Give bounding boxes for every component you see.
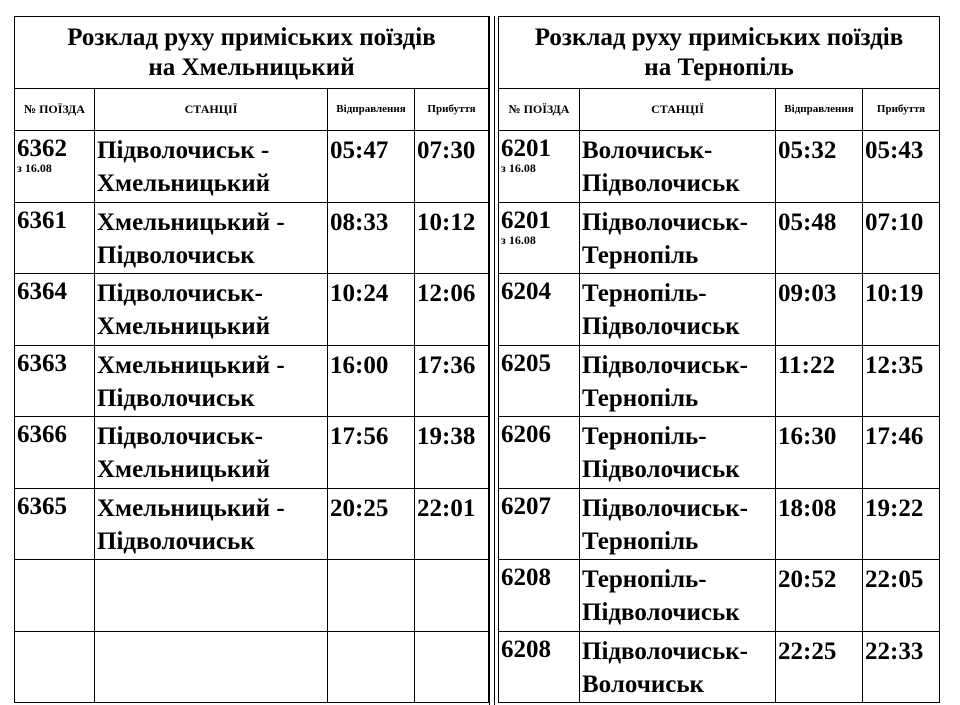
stations-cell bbox=[580, 345, 776, 417]
departure-time: 20:52 bbox=[776, 560, 863, 632]
train-number-cell bbox=[499, 488, 580, 560]
train-number-cell bbox=[15, 274, 95, 346]
station-from: Тернопіль- bbox=[582, 280, 707, 307]
departure-time: 05:48 bbox=[776, 202, 863, 274]
station-from: Підволочиськ- bbox=[582, 208, 748, 236]
station-from: Підволочиськ- bbox=[582, 637, 748, 665]
schedule-table-ternopil bbox=[498, 16, 940, 703]
train-number: 6207 bbox=[501, 492, 551, 520]
header-stations: СТАНЦІЇ bbox=[580, 89, 776, 131]
arrival-time: 19:38 bbox=[415, 417, 489, 489]
arrival-time: 12:06 bbox=[415, 274, 489, 346]
arrival-time: 05:43 bbox=[863, 131, 940, 203]
stations-cell bbox=[580, 488, 776, 560]
table-row bbox=[499, 345, 940, 417]
table-row bbox=[499, 202, 940, 274]
header-departure: Відправлення bbox=[776, 89, 863, 131]
column-divider bbox=[489, 16, 495, 705]
header-train-number: № ПОЇЗДА bbox=[499, 89, 580, 131]
table-row bbox=[15, 417, 489, 489]
train-number-cell bbox=[15, 202, 95, 274]
arrival-time: 19:22 bbox=[863, 488, 940, 560]
arrival-time bbox=[415, 631, 489, 703]
station-to: Хмельницький bbox=[97, 170, 271, 197]
train-number-cell bbox=[15, 345, 95, 417]
table-row bbox=[15, 202, 489, 274]
departure-time bbox=[328, 631, 415, 703]
train-number-cell bbox=[499, 345, 580, 417]
departure-time: 16:00 bbox=[328, 345, 415, 417]
title-line-2: на Тернопіль bbox=[644, 53, 794, 81]
stations-cell bbox=[95, 417, 328, 489]
station-from: Хмельницький - bbox=[97, 494, 285, 522]
station-from: Волочиськ- bbox=[582, 137, 713, 164]
table-row bbox=[499, 274, 940, 346]
train-number: 6364 bbox=[17, 278, 67, 305]
station-to: Тернопіль bbox=[582, 384, 699, 412]
stations-cell bbox=[95, 560, 328, 632]
stations-cell bbox=[95, 345, 328, 417]
table-row bbox=[499, 131, 940, 203]
station-from: Тернопіль- bbox=[582, 423, 707, 450]
station-from: Підволочиськ- bbox=[582, 494, 748, 522]
header-departure: Відправлення bbox=[328, 89, 415, 131]
table-row bbox=[15, 631, 489, 703]
train-number: 6206 bbox=[501, 421, 551, 448]
table-row bbox=[15, 274, 489, 346]
train-number: 6365 bbox=[17, 492, 67, 520]
train-number: 6208 bbox=[501, 564, 551, 591]
train-number: 6363 bbox=[17, 349, 67, 377]
title-line-1: Розклад руху приміських поїздів bbox=[534, 23, 904, 51]
station-to: Підволочиськ bbox=[582, 313, 740, 340]
departure-time bbox=[328, 560, 415, 632]
departure-time: 05:47 bbox=[328, 131, 415, 203]
train-number-cell bbox=[15, 131, 95, 203]
train-number: 6366 bbox=[17, 421, 67, 448]
table-row bbox=[499, 488, 940, 560]
station-to: Хмельницький bbox=[97, 313, 271, 340]
table-row bbox=[499, 631, 940, 703]
train-number-cell bbox=[499, 274, 580, 346]
train-note: з 16.08 bbox=[501, 232, 536, 247]
train-number-cell bbox=[15, 488, 95, 560]
departure-time: 16:30 bbox=[776, 417, 863, 489]
train-note: з 16.08 bbox=[17, 161, 52, 175]
departure-time: 22:25 bbox=[776, 631, 863, 703]
station-to: Підволочиськ bbox=[582, 456, 740, 483]
header-stations: СТАНЦІЇ bbox=[95, 89, 328, 131]
departure-time: 20:25 bbox=[328, 488, 415, 560]
station-from: Підволочиськ- bbox=[582, 351, 748, 379]
arrival-time bbox=[415, 560, 489, 632]
station-to: Хмельницький bbox=[97, 456, 271, 483]
station-from: Тернопіль- bbox=[582, 566, 707, 593]
station-from: Хмельницький - bbox=[97, 208, 285, 236]
station-to: Підволочиськ bbox=[97, 241, 255, 269]
station-from: Підволочиськ - bbox=[97, 137, 270, 164]
title-line-1: Розклад руху приміських поїздів bbox=[67, 23, 436, 51]
header-arrival: Прибуття bbox=[415, 89, 489, 131]
arrival-time: 12:35 bbox=[863, 345, 940, 417]
stations-cell bbox=[580, 131, 776, 203]
title-line-2: на Хмельницький bbox=[148, 53, 355, 81]
departure-time: 11:22 bbox=[776, 345, 863, 417]
departure-time: 08:33 bbox=[328, 202, 415, 274]
station-to: Тернопіль bbox=[582, 527, 699, 555]
train-note: з 16.08 bbox=[501, 161, 536, 175]
train-number: 6201 bbox=[501, 135, 551, 162]
train-number: 6201 bbox=[501, 206, 551, 234]
table-row bbox=[15, 488, 489, 560]
table-row bbox=[15, 131, 489, 203]
arrival-time: 22:01 bbox=[415, 488, 489, 560]
train-number-cell bbox=[15, 631, 95, 703]
table-row bbox=[15, 345, 489, 417]
train-number-cell bbox=[499, 417, 580, 489]
arrival-time: 22:05 bbox=[863, 560, 940, 632]
train-number-cell bbox=[15, 417, 95, 489]
train-number: 6361 bbox=[17, 206, 67, 234]
train-number-cell bbox=[499, 131, 580, 203]
departure-time: 17:56 bbox=[328, 417, 415, 489]
train-number-cell bbox=[499, 631, 580, 703]
table-row bbox=[499, 560, 940, 632]
table-title bbox=[499, 17, 940, 89]
train-number-cell bbox=[15, 560, 95, 632]
train-number-cell bbox=[499, 560, 580, 632]
station-to: Тернопіль bbox=[582, 241, 699, 269]
departure-time: 18:08 bbox=[776, 488, 863, 560]
station-to: Волочиськ bbox=[582, 670, 704, 698]
train-number: 6205 bbox=[501, 349, 551, 377]
header-arrival: Прибуття bbox=[863, 89, 940, 131]
stations-cell bbox=[580, 274, 776, 346]
train-number: 6362 bbox=[17, 135, 67, 162]
arrival-time: 17:46 bbox=[863, 417, 940, 489]
table-row bbox=[499, 417, 940, 489]
station-to: Підволочиськ bbox=[97, 527, 255, 555]
train-number: 6208 bbox=[501, 635, 551, 663]
stations-cell bbox=[580, 202, 776, 274]
stations-cell bbox=[580, 631, 776, 703]
departure-time: 09:03 bbox=[776, 274, 863, 346]
stations-cell bbox=[95, 631, 328, 703]
arrival-time: 07:10 bbox=[863, 202, 940, 274]
arrival-time: 10:12 bbox=[415, 202, 489, 274]
departure-time: 05:32 bbox=[776, 131, 863, 203]
station-to: Підволочиськ bbox=[582, 599, 740, 626]
stations-cell bbox=[95, 131, 328, 203]
schedule-table-khmelnytskyi bbox=[14, 16, 489, 703]
stations-cell bbox=[580, 560, 776, 632]
stations-cell bbox=[95, 274, 328, 346]
station-to: Підволочиськ bbox=[582, 170, 740, 197]
header-train-number: № ПОЇЗДА bbox=[15, 89, 95, 131]
train-number: 6204 bbox=[501, 278, 551, 305]
arrival-time: 07:30 bbox=[415, 131, 489, 203]
station-from: Хмельницький - bbox=[97, 351, 285, 379]
table-title bbox=[15, 17, 489, 89]
stations-cell bbox=[95, 488, 328, 560]
stations-cell bbox=[95, 202, 328, 274]
arrival-time: 22:33 bbox=[863, 631, 940, 703]
station-to: Підволочиськ bbox=[97, 384, 255, 412]
departure-time: 10:24 bbox=[328, 274, 415, 346]
stations-cell bbox=[580, 417, 776, 489]
arrival-time: 17:36 bbox=[415, 345, 489, 417]
station-from: Підволочиськ- bbox=[97, 280, 263, 307]
train-number-cell bbox=[499, 202, 580, 274]
station-from: Підволочиськ- bbox=[97, 423, 263, 450]
arrival-time: 10:19 bbox=[863, 274, 940, 346]
table-row bbox=[15, 560, 489, 632]
